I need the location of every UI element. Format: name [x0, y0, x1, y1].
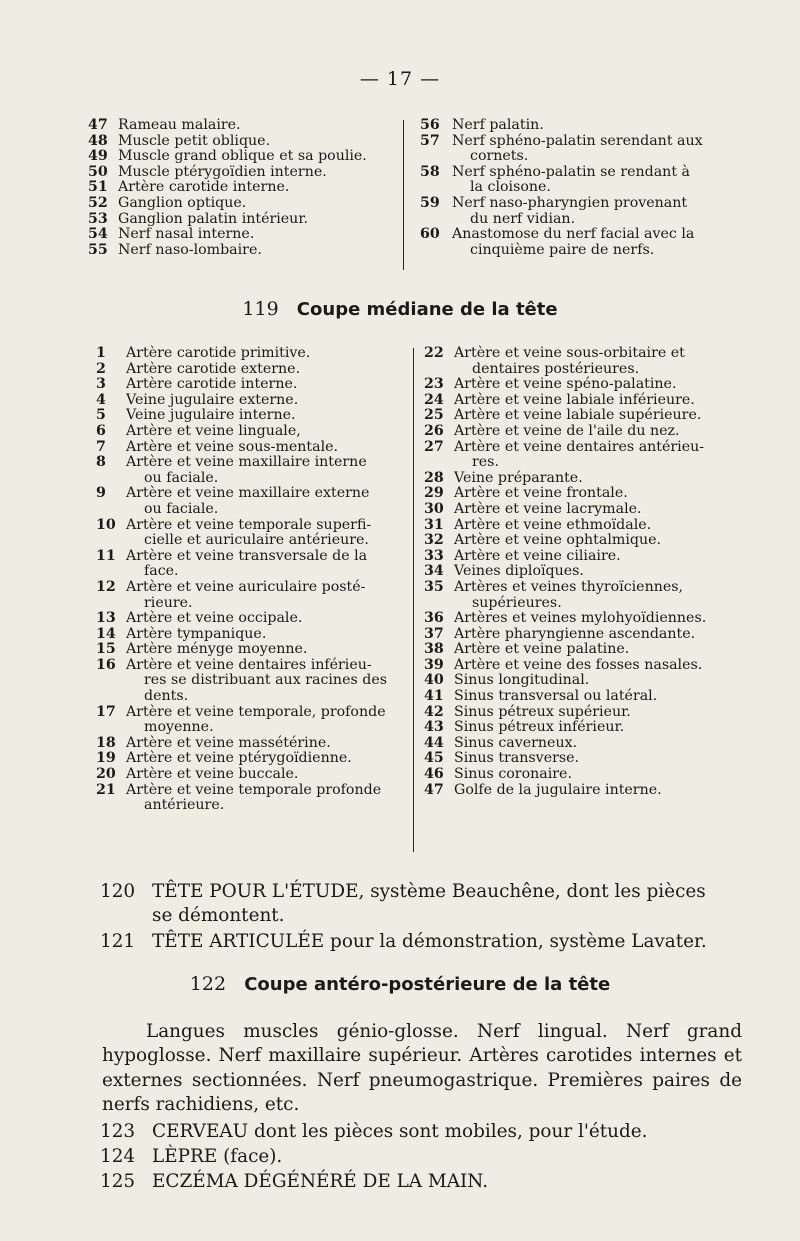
list-item — [96, 783, 406, 814]
item-text — [118, 227, 388, 243]
list-item — [420, 134, 755, 165]
item-label: Veine jugulaire interne. — [126, 407, 296, 424]
list-item — [424, 518, 756, 534]
entry-123-number: 123 — [100, 1121, 136, 1142]
item-text — [454, 393, 756, 409]
list-item — [96, 486, 406, 517]
item-label: Sinus longitudinal. — [454, 672, 590, 689]
item-number: 4 — [96, 391, 106, 408]
heading-119-number: 119 — [242, 298, 279, 320]
list-item — [424, 440, 756, 471]
entry-120-line1: TÊTE POUR L'ÉTUDE, système Beauchêne, dont les pièces — [152, 881, 706, 902]
item-label: Ganglion optique. — [118, 194, 247, 211]
item-label: Sinus coronaire. — [454, 766, 572, 783]
item-number: 6 — [96, 422, 106, 439]
item-text — [118, 180, 388, 196]
item-text — [454, 533, 756, 549]
list-item — [96, 424, 406, 440]
item-label: Artère et veine temporale, profonde — [126, 703, 386, 720]
item-number: 25 — [424, 407, 444, 424]
item-number: 10 — [96, 516, 116, 533]
item-label: Artère et veine spéno-palatine. — [454, 376, 677, 393]
item-number: 53 — [88, 210, 108, 227]
item-number: 54 — [88, 226, 108, 243]
item-number: 40 — [424, 672, 444, 689]
item-label: Artère carotide primitive. — [126, 345, 311, 361]
item-text — [454, 642, 756, 658]
item-label: Artère et veine transversale de la — [126, 547, 368, 564]
item-number: 12 — [96, 578, 116, 595]
list-item — [88, 212, 388, 228]
item-text — [452, 196, 755, 227]
item-number: 26 — [424, 422, 444, 439]
item-label: Artère et veine ethmoïdale. — [454, 516, 652, 533]
item-continuation: la cloisone. — [470, 179, 551, 196]
entry-121-text: TÊTE ARTICULÉE pour la démonstration, système Lavater. — [152, 931, 707, 952]
entry-125-text: ECZÉMA DÉGÉNÉRÉ DE LA MAIN. — [152, 1171, 489, 1192]
item-number: 43 — [424, 719, 444, 736]
list-item — [424, 642, 756, 658]
entry-124-number: 124 — [100, 1146, 136, 1167]
item-text — [126, 658, 406, 705]
item-number: 46 — [424, 766, 444, 783]
item-number: 23 — [424, 376, 444, 393]
item-text — [454, 736, 756, 752]
list-item — [96, 518, 406, 549]
item-number: 20 — [96, 766, 116, 783]
paragraph-122: Langues muscles génio-glosse. Nerf lingual. Nerf grand hypoglosse. Nerf maxillaire supérieur. Artères carotides internes et externes sectionnées. Nerf pneumogastrique. Premières paires de nerfs rachidiens, etc. — [102, 1021, 742, 1116]
item-continuation: dents. — [144, 688, 189, 705]
item-text — [454, 424, 756, 440]
entry-120-number: 120 — [100, 881, 136, 902]
item-text — [126, 580, 406, 611]
item-label: Artère pharyngienne ascendante. — [454, 625, 696, 642]
list-item — [96, 549, 406, 580]
item-text — [126, 408, 406, 424]
item-label: Veine jugulaire externe. — [126, 391, 299, 408]
item-label: Sinus pétreux supérieur. — [454, 703, 631, 720]
item-text — [118, 212, 388, 228]
item-continuation: dentaires postérieures. — [472, 360, 640, 377]
item-number: 28 — [424, 469, 444, 486]
item-text — [126, 346, 406, 362]
item-number: 59 — [420, 194, 440, 211]
entry-123-text: CERVEAU dont les pièces sont mobiles, pour l'étude. — [152, 1121, 648, 1142]
item-text — [454, 751, 756, 767]
item-label: Artère et veine ophtalmique. — [454, 532, 661, 549]
item-number: 1 — [96, 345, 106, 361]
item-number: 29 — [424, 485, 444, 502]
item-number: 9 — [96, 485, 106, 502]
item-label: Nerf naso-pharyngien provenant — [452, 194, 688, 211]
item-label: Nerf palatin. — [452, 117, 544, 133]
entry-120 — [100, 880, 760, 928]
list-item — [424, 720, 756, 736]
item-label: Veines diploïques. — [454, 563, 584, 580]
list-item — [424, 346, 756, 377]
item-label: Artère et veine dentaires antérieu- — [454, 438, 705, 455]
item-number: 8 — [96, 454, 106, 471]
item-number: 39 — [424, 656, 444, 673]
list-item — [88, 165, 388, 181]
item-continuation: du nerf vidian. — [470, 210, 576, 227]
list-item — [424, 424, 756, 440]
item-label: Artère et veine dentaires inférieu- — [126, 656, 372, 673]
list-item — [424, 736, 756, 752]
list-item — [96, 767, 406, 783]
item-label: Veine préparante. — [454, 469, 583, 486]
item-text — [452, 227, 755, 258]
item-number: 2 — [96, 360, 106, 377]
item-continuation: cornets. — [470, 148, 529, 165]
item-number: 32 — [424, 532, 444, 549]
entry-124 — [100, 1145, 760, 1169]
item-number: 34 — [424, 563, 444, 580]
item-text — [454, 689, 756, 705]
item-label: Artère et veine temporale superfi- — [126, 516, 372, 533]
item-text — [126, 455, 406, 486]
item-label: Artère et veine sous-mentale. — [126, 438, 339, 455]
entry-123 — [100, 1120, 760, 1144]
list-item — [424, 580, 756, 611]
item-continuation: moyenne. — [144, 719, 214, 736]
item-continuation: cinquième paire de nerfs. — [470, 241, 655, 258]
item-text — [126, 377, 406, 393]
item-label: Artère et veine occipale. — [126, 610, 303, 627]
list-item — [424, 564, 756, 580]
item-number: 37 — [424, 625, 444, 642]
item-label: Artère et veine lacrymale. — [454, 500, 642, 517]
list-item — [420, 196, 755, 227]
item-text — [454, 408, 756, 424]
item-number: 30 — [424, 500, 444, 517]
item-continuation: face. — [144, 563, 179, 580]
column-divider — [403, 120, 404, 270]
item-number: 17 — [96, 703, 116, 720]
list-item — [424, 611, 756, 627]
list-item — [88, 243, 388, 259]
entry-125-number: 125 — [100, 1171, 136, 1192]
item-label: Artère tympanique. — [126, 625, 267, 642]
item-text — [126, 751, 406, 767]
item-text — [126, 393, 406, 409]
item-label: Artère et veine buccale. — [126, 766, 299, 783]
entry-124-text: LÈPRE (face). — [152, 1146, 283, 1167]
item-text — [126, 767, 406, 783]
item-text — [452, 118, 755, 134]
item-label: Rameau malaire. — [118, 117, 241, 133]
item-text — [118, 149, 388, 165]
item-number: 16 — [96, 656, 116, 673]
list-item — [424, 533, 756, 549]
item-number: 45 — [424, 750, 444, 767]
list-item — [96, 736, 406, 752]
item-label: Artère carotide interne. — [118, 179, 290, 196]
item-text — [118, 118, 388, 134]
item-text — [454, 377, 756, 393]
item-label: Golfe de la jugulaire interne. — [454, 781, 662, 798]
item-label: Artère et veine linguale, — [126, 422, 301, 439]
item-continuation: ou faciale. — [144, 500, 219, 517]
list-item — [88, 196, 388, 212]
list-item — [96, 440, 406, 456]
item-label: Artères et veines thyroïciennes, — [454, 578, 684, 595]
item-number: 49 — [88, 148, 108, 165]
list-item — [88, 149, 388, 165]
heading-122-number: 122 — [189, 973, 227, 995]
item-number: 22 — [424, 345, 444, 361]
item-continuation: res. — [472, 454, 499, 471]
item-label: Artère et veine ciliaire. — [454, 547, 621, 564]
list-item — [420, 227, 755, 258]
item-label: Artère et veine labiale supérieure. — [454, 407, 702, 424]
item-number: 36 — [424, 610, 444, 627]
item-number: 38 — [424, 641, 444, 658]
item-text — [118, 196, 388, 212]
item-text — [454, 502, 756, 518]
item-text — [454, 580, 756, 611]
item-number: 47 — [88, 117, 108, 133]
list-item — [96, 751, 406, 767]
item-text — [118, 165, 388, 181]
list-item — [424, 471, 756, 487]
item-text — [454, 564, 756, 580]
list-item — [424, 658, 756, 674]
entry-120-line2: se démontent. — [152, 905, 285, 926]
item-text — [454, 783, 756, 799]
list-item — [424, 673, 756, 689]
heading-119 — [0, 298, 800, 320]
list-item — [96, 658, 406, 705]
item-label: Artère ményge moyenne. — [126, 641, 308, 658]
column-divider — [413, 348, 414, 852]
heading-119-title: Coupe médiane de la tête — [296, 299, 558, 320]
item-number: 13 — [96, 610, 116, 627]
item-text — [454, 673, 756, 689]
list-item — [424, 751, 756, 767]
list-item — [96, 627, 406, 643]
top-left-list — [88, 118, 388, 258]
item-label: Artères et veines mylohyoïdiennes. — [454, 610, 707, 627]
item-label: Nerf sphéno-palatin serendant aux — [452, 132, 703, 149]
item-number: 42 — [424, 703, 444, 720]
item-text — [454, 611, 756, 627]
item-continuation: antérieure. — [144, 797, 225, 814]
item-label: Nerf nasal interne. — [118, 226, 255, 243]
item-text — [454, 440, 756, 471]
item-number: 5 — [96, 407, 106, 424]
heading-122-title: Coupe antéro-postérieure de la tête — [244, 974, 611, 995]
list-item — [96, 346, 406, 362]
item-number: 19 — [96, 750, 116, 767]
list-item — [424, 408, 756, 424]
list-item — [96, 362, 406, 378]
item-number: 50 — [88, 163, 108, 180]
list-item — [96, 611, 406, 627]
list-item — [96, 642, 406, 658]
item-number: 52 — [88, 194, 108, 211]
list-item — [424, 377, 756, 393]
item-text — [126, 549, 406, 580]
item-label: Artère carotide externe. — [126, 360, 301, 377]
list-item — [96, 580, 406, 611]
item-text — [126, 486, 406, 517]
item-continuation: rieure. — [144, 594, 193, 611]
item-number: 3 — [96, 376, 106, 393]
item-number: 55 — [88, 241, 108, 258]
list-item — [88, 180, 388, 196]
item-label: Artère et veine auriculaire posté- — [126, 578, 366, 595]
list-item — [88, 134, 388, 150]
entry-121 — [100, 930, 780, 954]
list-item — [96, 455, 406, 486]
item-number: 57 — [420, 132, 440, 149]
item-text — [126, 627, 406, 643]
list-item — [420, 165, 755, 196]
item-number: 24 — [424, 391, 444, 408]
list-item — [420, 118, 755, 134]
item-text — [454, 767, 756, 783]
item-continuation: supérieures. — [472, 594, 562, 611]
item-continuation: res se distribuant aux racines des — [144, 672, 388, 689]
list-item — [96, 393, 406, 409]
item-text — [454, 720, 756, 736]
list-item — [424, 486, 756, 502]
entry-125 — [100, 1170, 760, 1194]
item-text — [452, 134, 755, 165]
item-text — [454, 627, 756, 643]
item-number: 21 — [96, 781, 116, 798]
item-number: 15 — [96, 641, 116, 658]
item-label: Ganglion palatin intérieur. — [118, 210, 309, 227]
list-item — [424, 767, 756, 783]
item-text — [126, 783, 406, 814]
list-item — [424, 627, 756, 643]
list-item — [96, 705, 406, 736]
item-number: 56 — [420, 117, 440, 133]
item-number: 7 — [96, 438, 106, 455]
item-number: 41 — [424, 688, 444, 705]
item-label: Muscle ptérygoïdien interne. — [118, 163, 327, 180]
item-text — [454, 346, 756, 377]
item-text — [454, 518, 756, 534]
mid-left-list — [96, 346, 406, 814]
list-item — [424, 689, 756, 705]
item-number: 60 — [420, 226, 440, 243]
item-text — [126, 642, 406, 658]
list-item — [424, 783, 756, 799]
item-number: 27 — [424, 438, 444, 455]
item-text — [126, 736, 406, 752]
item-number: 51 — [88, 179, 108, 196]
item-continuation: cielle et auriculaire antérieure. — [144, 532, 369, 549]
item-text — [454, 705, 756, 721]
item-number: 11 — [96, 547, 116, 564]
heading-122 — [0, 973, 800, 995]
item-label: Sinus transversal ou latéral. — [454, 688, 658, 705]
item-number: 18 — [96, 734, 116, 751]
item-label: Muscle petit oblique. — [118, 132, 271, 149]
item-number: 48 — [88, 132, 108, 149]
item-text — [452, 165, 755, 196]
item-text — [126, 611, 406, 627]
item-text — [126, 705, 406, 736]
item-text — [126, 440, 406, 456]
item-number: 58 — [420, 163, 440, 180]
item-label: Nerf sphéno-palatin se rendant à — [452, 163, 690, 180]
list-item — [96, 377, 406, 393]
item-text — [126, 362, 406, 378]
item-label: Artère et veine massétérine. — [126, 734, 331, 751]
item-number: 33 — [424, 547, 444, 564]
item-text — [454, 549, 756, 565]
list-item — [88, 118, 388, 134]
item-label: Nerf naso-lombaire. — [118, 241, 262, 258]
item-label: Artère et veine sous-orbitaire et — [454, 345, 685, 361]
item-label: Sinus caverneux. — [454, 734, 578, 751]
list-item — [424, 549, 756, 565]
list-item — [424, 705, 756, 721]
item-continuation: ou faciale. — [144, 469, 219, 486]
item-label: Artère et veine maxillaire interne — [126, 454, 367, 471]
item-label: Sinus pétreux inférieur. — [454, 719, 625, 736]
item-label: Artère et veine des fosses nasales. — [454, 656, 703, 673]
entry-121-number: 121 — [100, 931, 136, 952]
item-text — [118, 134, 388, 150]
list-item — [96, 408, 406, 424]
list-item — [424, 393, 756, 409]
item-text — [454, 658, 756, 674]
item-label: Artère et veine frontale. — [454, 485, 628, 502]
item-number: 14 — [96, 625, 116, 642]
item-label: Muscle grand oblique et sa poulie. — [118, 148, 367, 165]
item-text — [126, 424, 406, 440]
item-number: 31 — [424, 516, 444, 533]
item-label: Artère et veine temporale profonde — [126, 781, 382, 798]
item-text — [118, 243, 388, 259]
list-item — [424, 502, 756, 518]
list-item — [88, 227, 388, 243]
item-text — [454, 471, 756, 487]
item-number: 44 — [424, 734, 444, 751]
mid-right-list — [424, 346, 756, 798]
item-label: Artère et veine labiale inférieure. — [454, 391, 695, 408]
item-text — [454, 486, 756, 502]
item-label: Anastomose du nerf facial avec la — [452, 226, 695, 243]
item-number: 35 — [424, 578, 444, 595]
item-label: Artère et veine ptérygoïdienne. — [126, 750, 352, 767]
item-text — [126, 518, 406, 549]
page-number: — 17 — — [359, 68, 441, 90]
item-label: Artère et veine de l'aile du nez. — [454, 422, 680, 439]
item-number: 47 — [424, 781, 444, 798]
item-label: Artère carotide interne. — [126, 376, 298, 393]
top-right-list — [420, 118, 755, 258]
item-label: Sinus transverse. — [454, 750, 580, 767]
item-label: Artère et veine palatine. — [454, 641, 630, 658]
item-label: Artère et veine maxillaire externe — [126, 485, 370, 502]
